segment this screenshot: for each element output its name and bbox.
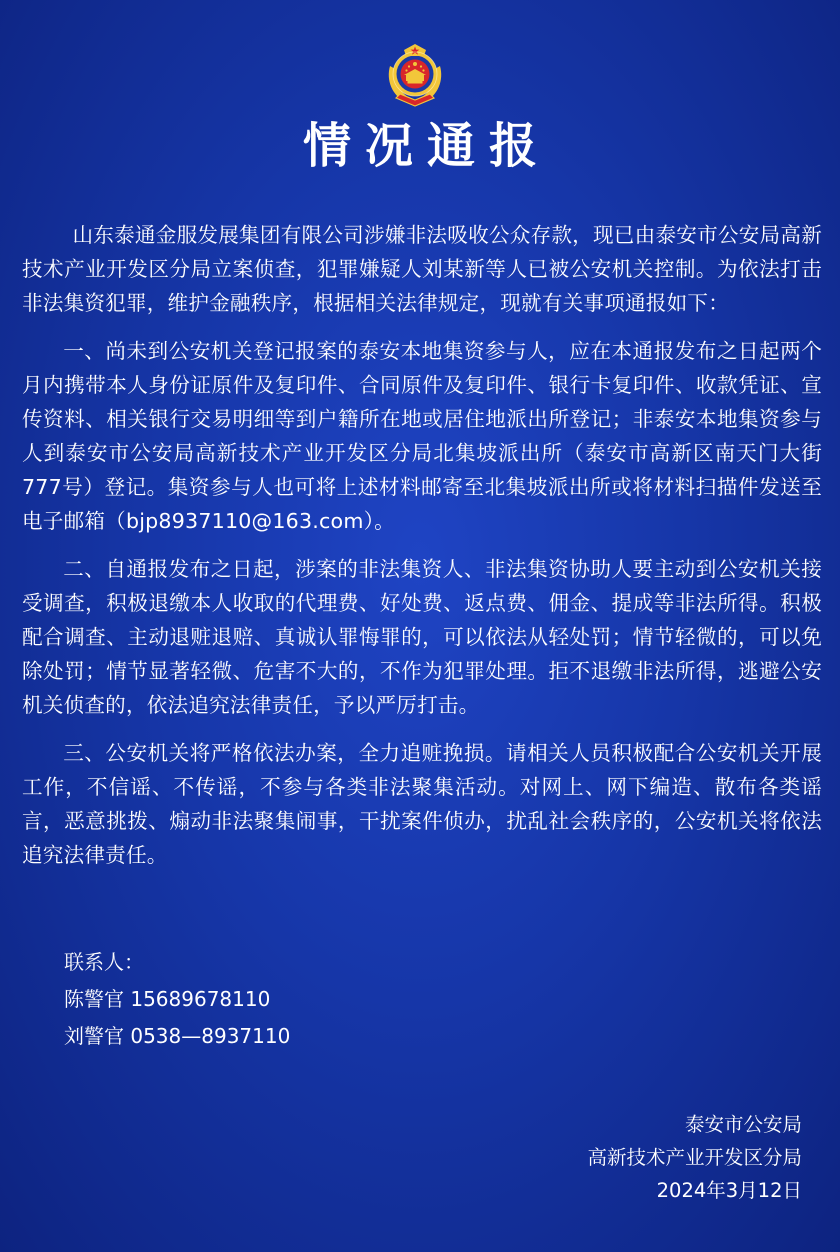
notice-body bbox=[22, 218, 822, 886]
contact-heading: 联系人： bbox=[64, 950, 144, 974]
intro-paragraph: 山东泰通金服发展集团有限公司涉嫌非法吸收公众存款，现已由泰安市公安局高新技术产业开发区分局立案侦查，犯罪嫌疑人刘某新等人已被公安机关控制。为依法打击非法集资犯罪，维护金融秩序，根据相关法律规定，现就有关事项通报如下： bbox=[22, 223, 822, 315]
police-emblem-icon bbox=[382, 40, 448, 108]
signature-org: 泰安市公安局 bbox=[684, 1113, 802, 1136]
item-one-paragraph: 一、尚未到公安机关登记报案的泰安本地集资参与人，应在本通报发布之日起两个月内携带本人身份证原件及复印件、合同原件及复印件、银行卡复印件、收款凭证、宣传资料、相关银行交易明细等到户籍所在地或居住地派出所登记；非泰安本地集资参与人到泰安市公安局高新技术产业开发区分局北集坡派出所（泰安市高新区南天门大街777号）登记。集资参与人也可将上述材料邮寄至北集坡派出所或将材料扫描件发送至电子邮箱（bjp8937110@163.com）。 bbox=[22, 339, 822, 533]
signature-block bbox=[587, 1108, 802, 1207]
signature-branch: 高新技术产业开发区分局 bbox=[587, 1146, 802, 1169]
contact-block bbox=[64, 944, 290, 1055]
signature-date: 2024年3月12日 bbox=[656, 1179, 802, 1202]
contact-liu: 刘警官 0538—8937110 bbox=[64, 1024, 291, 1048]
page-title: 情况通报 bbox=[302, 118, 551, 174]
contact-chen: 陈警官 15689678110 bbox=[64, 987, 271, 1011]
item-two-paragraph: 二、自通报发布之日起，涉案的非法集资人、非法集资协助人要主动到公安机关接受调查，积极退缴本人收取的代理费、好处费、返点费、佣金、提成等非法所得。积极配合调查、主动退赃退赔、真诚认罪悔罪的，可以依法从轻处罚；情节轻微的，可以免除处罚；情节显著轻微、危害不大的，不作为犯罪处理。拒不退缴非法所得，逃避公安机关侦查的，依法追究法律责任，予以严厉打击。 bbox=[22, 557, 822, 717]
item-three-paragraph: 三、公安机关将严格依法办案，全力追赃挽损。请相关人员积极配合公安机关开展工作，不信谣、不传谣，不参与各类非法聚集活动。对网上、网下编造、散布各类谣言，恶意挑拨、煽动非法聚集闹事，干扰案件侦办，扰乱社会秩序的，公安机关将依法追究法律责任。 bbox=[22, 741, 822, 867]
